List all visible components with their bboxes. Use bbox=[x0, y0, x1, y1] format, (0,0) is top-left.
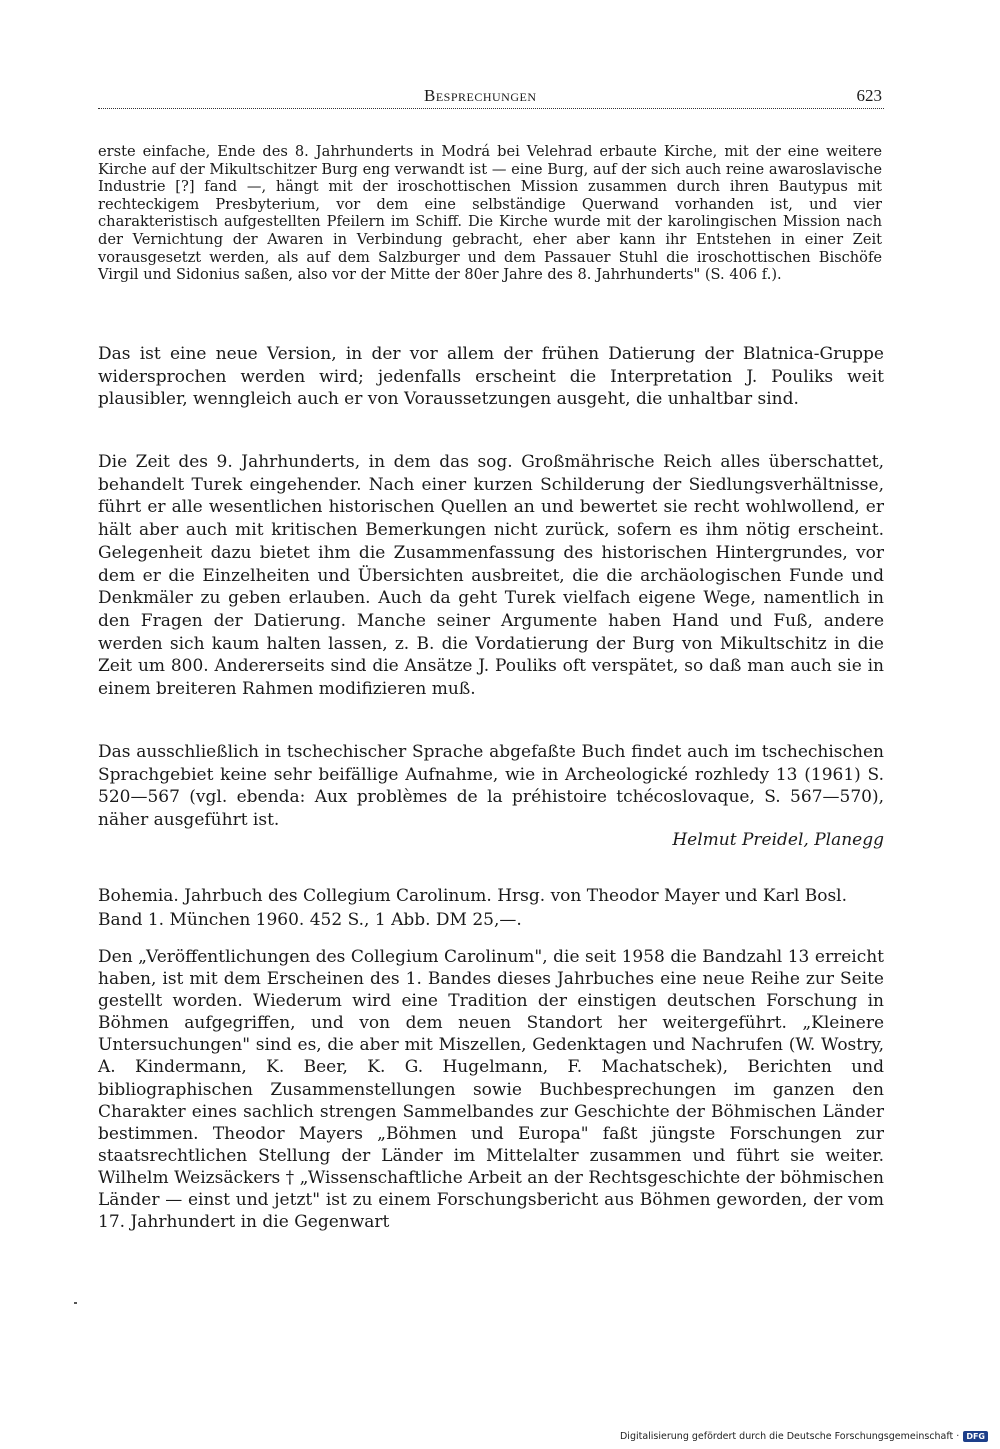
reviewer-signature: Helmut Preidel, Planegg bbox=[672, 830, 884, 850]
digitization-credit bbox=[620, 1431, 988, 1442]
bibliographic-entry: Bohemia. Jahrbuch des Collegium Carolinum. Hrsg. von Theodor Mayer und Karl Bosl. Band 1. München 1960. 452 S., 1 Abb. DM 25,—. bbox=[98, 886, 848, 930]
credit-text: Digitalisierung gefördert durch die Deutsche Forschungsgemeinschaft · bbox=[619, 1431, 960, 1442]
review-paragraph-1: Das ist eine neue Version, in der vor allem der frühen Datierung der Blatnica-Gruppe widersprochen werden wird; jedenfalls erscheint die Interpretation J. Pouliks weit plausibler, wenngleich auch er von Voraussetzungen ausgeht, die unhaltbar sind. bbox=[98, 344, 884, 410]
block-quote: erste einfache, Ende des 8. Jahrhunderts in Modrá bei Velehrad erbaute Kirche, mit der eine weitere Kirche auf der Mikultschitzer Burg eng verwandt ist — eine Burg, auf der sich auch reine awaroslavische Industrie [?] fand —, hängt mit der iroschottischen Mission zusammen durch ihren Bautypus mit rechteckigem Presbyterium, vor dem eine selbständige Querwand vorhanden ist, und vier charakteristisch aufgestellten Pfeilern im Schiff. Die Kirche wurde mit der karolingischen Mission nach der Vernichtung der Awaren in Verbindung gebracht, eher aber kann ihr Entstehen in einer Zeit vorausgesetzt werden, als auf dem Salzburger und dem Passauer Stuhl die iroschottischen Bischöfe Virgil und Sidonius saßen, also vor der Mitte der 80er Jahre des 8. Jahrhunderts" (S. 406 f.). bbox=[98, 143, 882, 284]
review-paragraph-2: Die Zeit des 9. Jahrhunderts, in dem das sog. Großmährische Reich alles überschattet, behandelt Turek eingehender. Nach einer kurzen Schilderung der Siedlungsverhältnisse, führt er alle wesentlichen historischen Quellen an und bewertet sie recht wohlwollend, er hält aber auch mit kritischen Bemerkungen nicht zurück, sofern es ihm nötig erscheint. Gelegenheit dazu bietet ihm die Zusammenfassung des historischen Hintergrundes, vor dem er die Einzelheiten und Übersichten ausbreitet, die die archäologischen Funde und Denkmäler zu geben erlauben. Auch da geht Turek vielfach eigene Wege, namentlich in den Fragen der Datierung. Manche seiner Argumente haben Hand und Fuß, andere werden sich kaum halten lassen, z. B. die Vordatierung der Burg von Mikultschitz in die Zeit um 800. Andererseits sind die Ansätze J. Pouliks oft verspätet, so daß man auch sie in einem breiteren Rahmen modifizieren muß. bbox=[98, 452, 884, 700]
dfg-logo-icon: DFG bbox=[963, 1431, 988, 1442]
margin-mark bbox=[74, 1302, 77, 1304]
header-rule bbox=[98, 108, 884, 109]
review-2-paragraph-1: Den „Veröffentlichungen des Collegium Carolinum", die seit 1958 die Bandzahl 13 erreicht haben, ist mit dem Erscheinen des 1. Bandes dieses Jahrbuches eine neue Reihe zur Seite gestellt worden. Wiederum wird eine Tradition der einstigen deutschen Forschung in Böhmen aufgegriffen, und von dem neuen Standort her weitergeführt. „Kleinere Untersuchungen" sind es, die aber mit Miszellen, Gedenktagen und Nachrufen (W. Wostry, A. Kindermann, K. Beer, K. G. Hugelmann, F. Machatschek), Berichten und bibliographischen Zusammenstellungen sowie Buchbesprechungen im ganzen den Charakter eines sachlich strengen Sammelbandes zur Geschichte der Böhmischen Länder bestimmen. Theodor Mayers „Böhmen und Europa" faßt jüngste Forschungen zur staatsrechtlichen Stellung der Länder im Mittelalter zusammen und führt sie weiter. Wilhelm Weizsäckers † „Wissenschaftliche Arbeit an der Rechtsgeschichte der böhmischen Länder — einst und jetzt" ist zu einem Forschungsbericht aus Böhmen geworden, der vom 17. Jahrhundert in die Gegenwart bbox=[98, 947, 884, 1233]
running-head: Besprechungen bbox=[424, 86, 537, 105]
review-paragraph-3: Das ausschließlich in tschechischer Sprache abgefaßte Buch findet auch im tschechischen Sprachgebiet keine sehr beifällige Aufnahme, wie in Archeologické rozhledy 13 (1961) S. 520—567 (vgl. ebenda: Aux problèmes de la préhistoire tchécoslovaque, S. 567—570), näher ausgeführt ist. bbox=[98, 742, 884, 831]
page-number: 623 bbox=[856, 86, 882, 105]
